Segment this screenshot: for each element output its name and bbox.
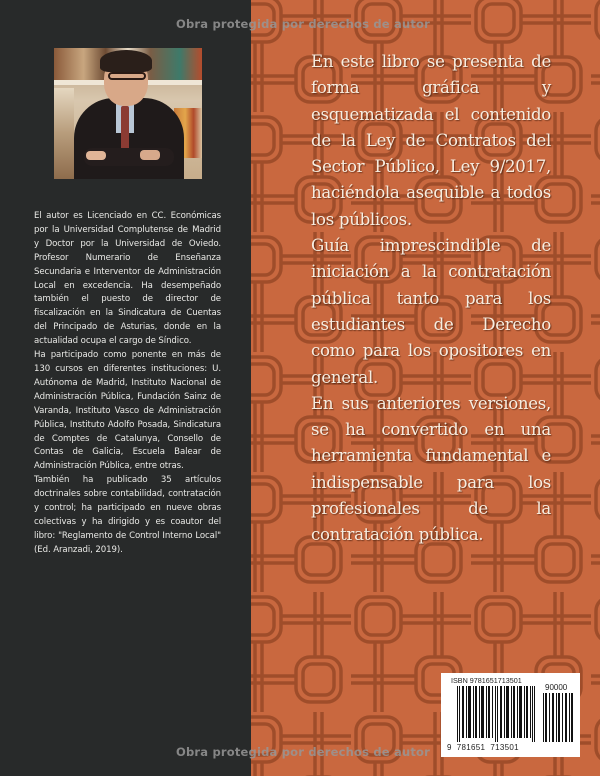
copyright-watermark-bottom: Obra protegida por derechos de autor	[176, 745, 431, 759]
bio-paragraph: Ha participado como ponente en más de 130 cursos en diferentes instituciones: U. Autónoma de Madrid, Instituto Nacional de Administración Pública, Fundación Sainz de Varanda, Instituto Vasco de Administración Pública, Instituto Adolfo Posada, Sindicatura de Comptes de Catalunya, Consello de Contas de Galicia, Escuela Balear de Administración Pública, entre otras.	[34, 350, 221, 472]
book-blurb	[311, 49, 551, 549]
barcode-bars-icon	[457, 686, 535, 742]
price-barcode-bars-icon	[543, 693, 573, 742]
isbn-digits: 9 781651 713501	[447, 743, 519, 752]
copyright-watermark-top: Obra protegida por derechos de autor	[176, 17, 431, 31]
author-photo	[54, 48, 202, 179]
bio-paragraph: El autor es Licenciado en CC. Económicas por la Universidad Complutense de Madrid y Doctor por la Universidad de Oviedo. Profesor Numerario de Enseñanza Secundaria e Interventor de Administración Local en excedencia. Ha desempeñado también el puesto de director de fiscalización en la Sindicatura de Cuentas del Principado de Asturias, donde en la actualidad ocupa el cargo de Síndico.	[34, 211, 221, 347]
isbn-label: ISBN 9781651713501	[451, 676, 522, 685]
blurb-paragraph: Guía imprescindible de iniciación a la contratación pública tanto para los estudiantes de Derecho como para los opositores en general.	[311, 236, 551, 387]
author-bio	[34, 210, 221, 558]
blurb-paragraph: En sus anteriores versiones, se ha convertido en una herramienta fundamental e indispensable para los profesionales de la contratación pública.	[311, 393, 551, 545]
blurb-paragraph: En este libro se presenta de forma gráfica y esquematizada el contenido de la Ley de Contratos del Sector Público, Ley 9/2017, haciéndola asequible a todos los públicos.	[311, 52, 551, 229]
isbn-barcode	[441, 673, 580, 757]
price-code: 90000	[545, 683, 568, 692]
bio-paragraph: También ha publicado 35 artículos doctrinales sobre contabilidad, contratación y control; ha participado en nueve obras colectivas y ha dirigido y es coautor del libro: "Reglamento de Control Interno Local" (Ed. Aranzadi, 2019).	[34, 475, 221, 555]
